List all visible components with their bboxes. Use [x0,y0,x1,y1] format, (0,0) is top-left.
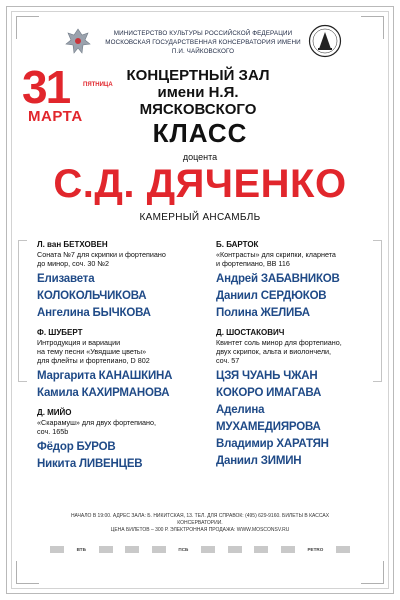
performer: Владимир ХАРАТЯН [216,438,329,450]
work-line: соч. 57 [216,356,240,365]
ensemble-label: КАМЕРНЫЙ АНСАМБЛЬ [139,212,261,223]
performer: Ангелина БЫЧКОВА [37,307,151,319]
performer: Фёдор БУРОВ [37,441,116,453]
program-item [37,240,197,322]
performer: КОЛОКОЛЬЧИКОВА [37,290,147,302]
composer: Д. ШОСТАКОВИЧ [216,328,285,337]
performer: Андрей ЗАБАВНИКОВ [216,273,340,285]
conservatory-logo-icon [308,24,342,58]
work-line: Квинтет соль минор для фортепиано, [216,338,342,347]
corner-ornament [16,561,39,584]
corner-ornament [361,561,384,584]
work-line: «Контрасты» для скрипки, кларнета [216,250,336,259]
sponsor-logo [50,546,64,553]
work-line: двух скрипок, альта и виолончели, [216,347,332,356]
sponsor-logo: ВТБ [76,547,86,552]
footer-line-2: ЦЕНА БИЛЕТОВ – 300 Р. ЭЛЕКТРОННАЯ ПРОДАЖА: WWW.MOSCONSV.RU [110,527,290,533]
program-item [216,328,376,470]
composer: Б. БАРТОК [216,240,259,249]
work-line: соч. 165b [37,427,69,436]
sponsor-logo [228,546,242,553]
footer-info [50,513,350,534]
performer: МУХАМЕДИЯРОВА [216,421,321,433]
program-item [37,408,197,473]
concert-hall [108,67,288,118]
performer: Никита ЛИВЕНЦЕВ [37,458,143,470]
hall-line-1: КОНЦЕРТНЫЙ ЗАЛ [126,67,270,84]
composer: Л. ван БЕТХОВЕН [37,240,108,249]
work-title [37,418,197,436]
sponsor-logo: ПСБ [178,547,189,552]
performer: Даниил ЗИМИН [216,455,302,467]
date-weekday: ПЯТНИЦА [83,82,113,88]
work-title [216,338,376,365]
work-line: и фортепиано, BB 116 [216,259,290,268]
ministry-emblem-icon [62,26,94,58]
docent-label: доцента [182,152,218,162]
sponsor-logo: PETRO [307,547,324,552]
footer-line-1: НАЧАЛО В 19:00. АДРЕС ЗАЛА: Б. НИКИТСКАЯ, 13. ТЕЛ. ДЛЯ СПРАВОК: (495) 629-9160. БИЛЕТЫ В КАССАХ КОНСЕРВАТОРИИ. [70,513,330,526]
ministry-line: МИНИСТЕРСТВО КУЛЬТУРЫ РОССИЙСКОЙ ФЕДЕРАЦИИ [113,30,293,37]
sponsor-logo [125,546,139,553]
side-ornament [18,240,27,382]
performer: Маргарита КАНАШКИНА [37,370,173,382]
work-title [37,338,197,365]
hall-line-2: имени Н.Я. МЯСКОВСКОГО [139,84,257,118]
composer: Ф. ШУБЕРТ [37,328,83,337]
sponsor-logo [254,546,268,553]
sponsor-strip [50,546,350,553]
date-day: 31 [22,61,70,113]
performer: ЦЗЯ ЧУАНЬ ЧЖАН [216,370,318,382]
program-item [37,328,197,402]
performer: КОКОРО ИМАГАВА [216,387,322,399]
work-line: Интродукция и вариации [37,338,121,347]
sponsor-logo [281,546,295,553]
composer: Д. МИЙО [37,408,72,417]
sponsor-logo [152,546,166,553]
performer: Аделина [216,404,265,416]
sponsor-logo [99,546,113,553]
performer: Камила КАХИРМАНОВА [37,387,170,399]
performer: Даниил СЕРДЮКОВ [216,290,327,302]
corner-ornament [16,16,39,39]
performer: Полина ЖЕЛИБА [216,307,310,319]
program-item [216,240,376,322]
work-line: «Скарамуш» для двух фортепиано, [37,418,157,427]
work-line: Соната №7 для скрипки и фортепиано [37,250,166,259]
corner-ornament [361,16,384,39]
class-title: КЛАСС [152,118,248,148]
work-line: до минор, соч. 30 №2 [37,259,110,268]
work-line: на тему песни «Увядшие цветы» [37,347,147,356]
work-title [37,250,197,268]
work-title [216,250,376,268]
program-left-column [37,240,197,479]
conservatory-line: МОСКОВСКАЯ ГОСУДАРСТВЕННАЯ КОНСЕРВАТОРИЯ ИМЕНИ П.И. ЧАЙКОВСКОГО [105,39,301,55]
sponsor-logo [201,546,215,553]
date-month: МАРТА [28,108,83,125]
professor-name: С.Д. ДЯЧЕНКО [53,162,347,206]
header-text [98,29,308,56]
program-right-column [216,240,376,476]
work-line: для флейты и фортепиано, D 802 [37,356,150,365]
sponsor-logo [336,546,350,553]
performer: Елизавета [37,273,95,285]
